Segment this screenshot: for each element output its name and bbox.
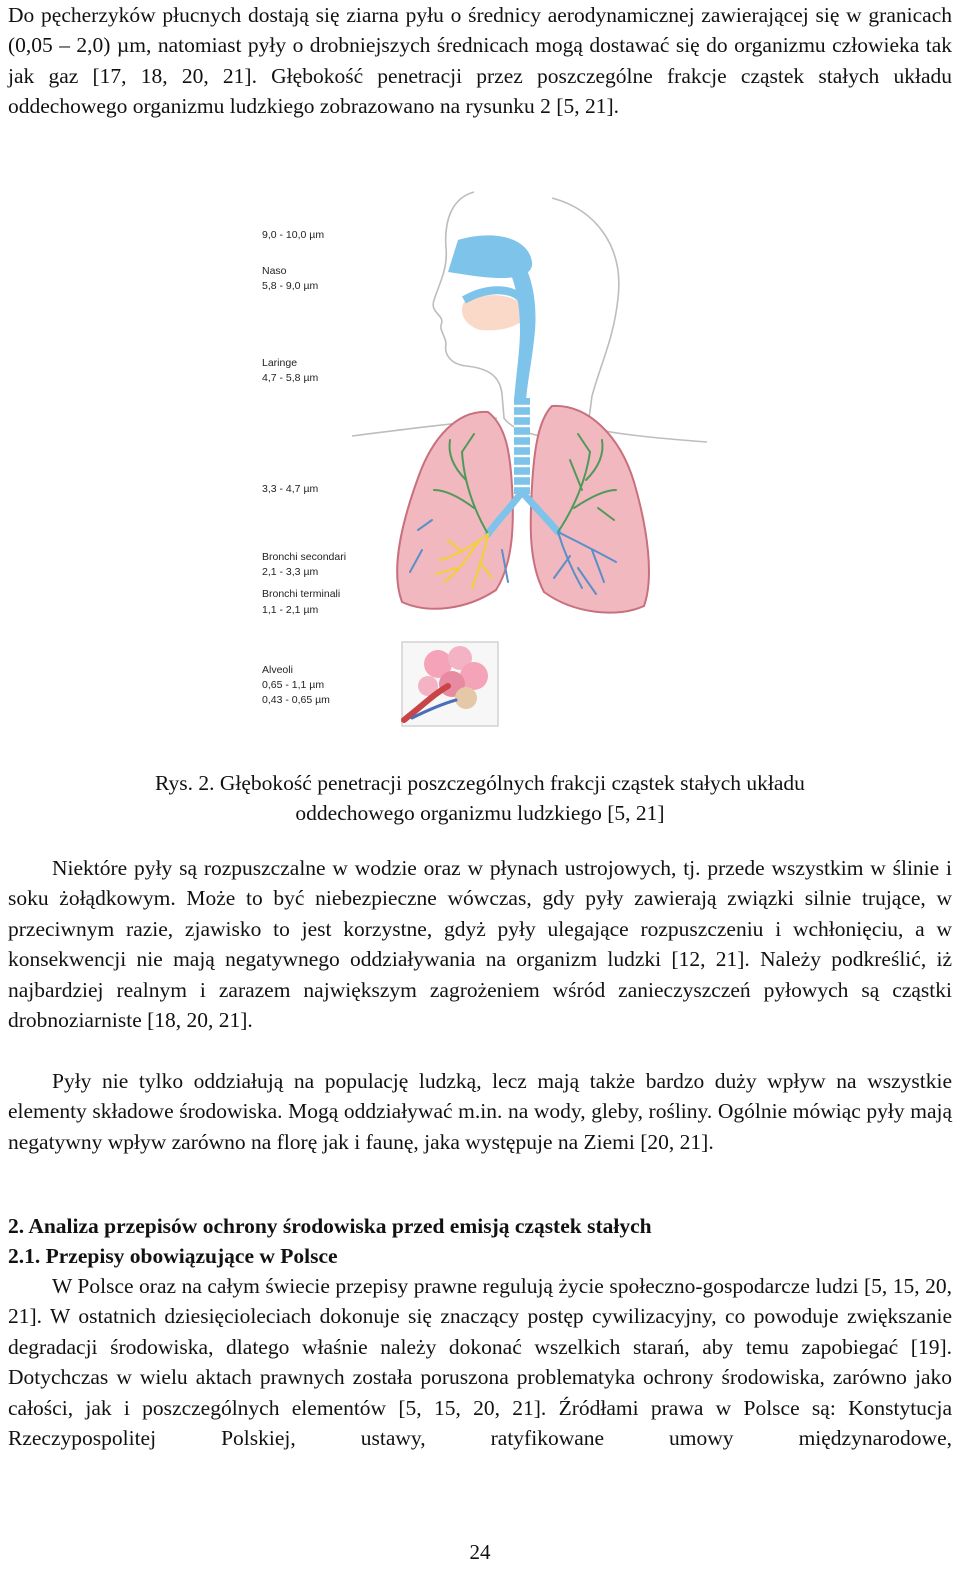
paragraph-soluble-dust: Niektóre pyły są rozpuszczalne w wodzie oraz w płynach ustrojowych, tj. przede wszystkim w ślinie i soku żołądkowym. Może to być niebezpieczne wówczas, gdy pyły zawierają związki silnie trujące, w przeciwnym razie, zjawisko to jest korzystne, gdyż pyły ulegające rozpuszczeniu i wchłonięciu, a w konsekwencji nie mają negatywnego oddziaływania na organizm ludzki [12, 21]. Należy podkreślić, iż najbardziej realnym i zarazem największym zagrożeniem wśród zanieczyszczeń pyłowych są cząstki drobnoziarniste [18, 20, 21]. (8, 856, 952, 1033)
section-heading-2: 2. Analiza przepisów ochrony środowiska przed emisją cząstek stałych (8, 1214, 652, 1238)
label-particle-size-trachea: 3,3 - 4,7 µm (262, 483, 319, 495)
paragraph-polish-regulations: W Polsce oraz na całym świecie przepisy prawne regulują życie społeczno-gospodarcze ludzi [5, 15, 20, 21]. W ostatnich dziesięcioleciach dokonuje się znaczący postęp cywilizacyjny, co powoduje zwiększanie degradacji środowiska, dlatego właśnie należy dokonać wszelkich starań, aby temu zapobiegać [19]. Dotychczas w wielu aktach prawnych została poruszona problematyka ochrony środowiska, zarówno jako całości, jak i poszczególnych elementów [5, 15, 20, 21]. Źródłami prawa w Polsce są: Konstytucja Rzeczypospolitej Polskiej, ustawy, ratyfikowane umowy międzynarodowe, (8, 1274, 952, 1451)
label-laringe: Laringe (262, 357, 298, 369)
label-alveoli: Alveoli (262, 664, 293, 676)
caption-line-1: Rys. 2. Głębokość penetracji poszczególnych frakcji cząstek stałych układu (155, 771, 805, 795)
label-particle-size-naso: 5,8 - 9,0 µm (262, 280, 319, 292)
label-particle-size-alveoli-1: 0,65 - 1,1 µm (262, 679, 325, 691)
paragraph-environment-impact: Pyły nie tylko oddziałują na populację ludzką, lecz mają także bardzo duży wpływ na wszystkie elementy składowe środowiska. Mogą oddziaływać m.in. na wody, gleby, rośliny. Ogólnie mówiąc pyły mają negatywny wpływ zarówno na florę jak i faunę, jaka występuje na Ziemi [20, 21]. (8, 1069, 952, 1154)
paragraph-alveoli-penetration: Do pęcherzyków płucnych dostają się ziarna pyłu o średnicy aerodynamicznej zawierającej się w granicach (0,05 – 2,0) µm, natomiast pyły o drobniejszych średnicach mogą dostawać się do organizmu człowieka tak jak gaz [17, 18, 20, 21]. Głębokość penetracji przez poszczególne frakcje cząstek stałych układu oddechowego organizmu ludzkiego zobrazowano na rysunku 2 [5, 21]. (8, 3, 952, 119)
trachea (514, 398, 530, 494)
section-heading-2-1: 2.1. Przepisy obowiązujące w Polsce (8, 1244, 338, 1268)
label-particle-size-nose-upper: 9,0 - 10,0 µm (262, 229, 325, 241)
respiratory-system-figure (252, 190, 712, 730)
label-particle-size-laringe: 4,7 - 5,8 µm (262, 372, 319, 384)
neck-outline (552, 198, 707, 442)
label-particle-size-bronchi-terminali: 1,1 - 2,1 µm (262, 604, 319, 616)
right-lung (531, 406, 649, 613)
label-naso: Naso (262, 265, 287, 277)
left-lung (397, 412, 513, 609)
label-bronchi-secondari: Bronchi secondari (262, 551, 347, 563)
alveoli-inset (402, 642, 498, 726)
figure-caption (8, 768, 952, 829)
label-particle-size-alveoli-2: 0,43 - 0,65 µm (262, 694, 330, 706)
page-number: 24 (469, 1540, 491, 1564)
label-particle-size-bronchi-secondari: 2,1 - 3,3 µm (262, 566, 319, 578)
caption-line-2: oddechowego organizmu ludzkiego [5, 21] (295, 801, 665, 826)
label-bronchi-terminali: Bronchi terminali (262, 588, 341, 600)
respiratory-system-illustration (252, 190, 712, 730)
pharynx (508, 260, 536, 400)
